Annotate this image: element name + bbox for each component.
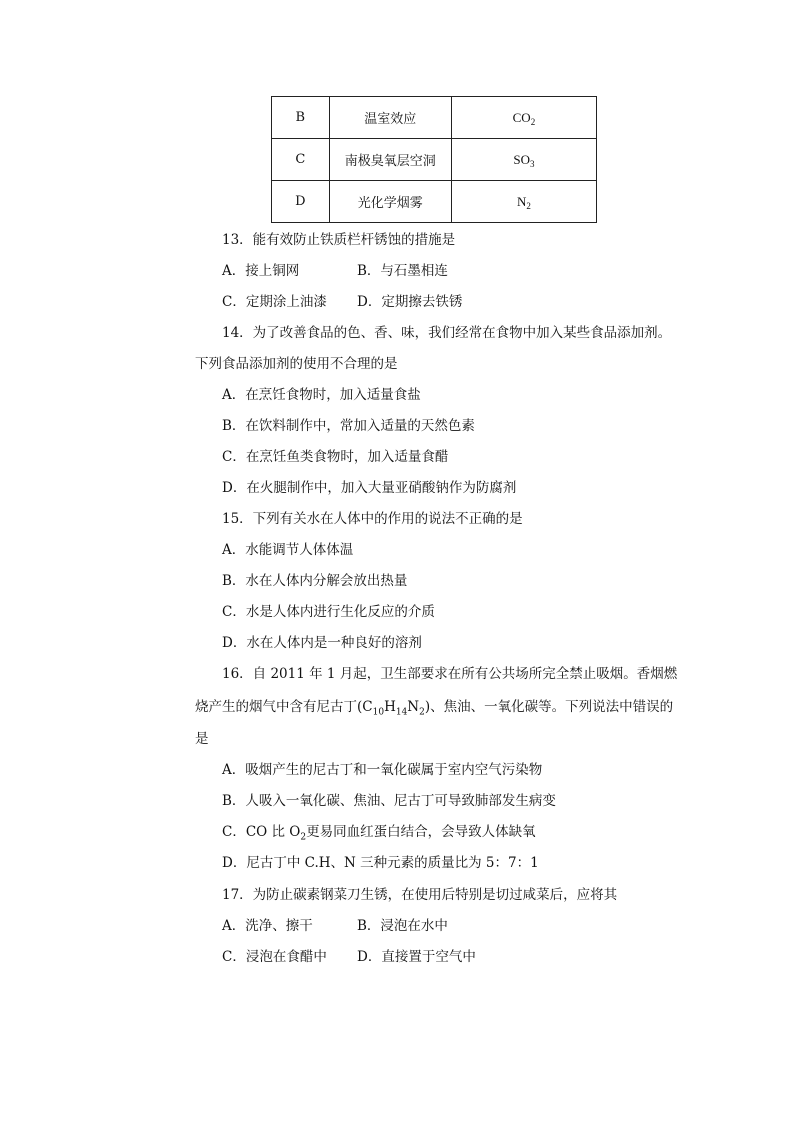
row-problem: 南极臭氧层空洞 xyxy=(329,139,451,181)
row-formula: $N_2$ xyxy=(451,181,596,223)
row-letter: C xyxy=(272,139,330,181)
table-row xyxy=(272,181,597,223)
q16-option-b: B．人吸入一氧化碳、焦油、尼古丁可导致肺部发生病变 xyxy=(222,793,556,809)
q14-option-d: D．在火腿制作中，加入大量亚硝酸钠作为防腐剂 xyxy=(222,480,517,496)
q13-option-d: D．定期擦去铁锈 xyxy=(357,294,463,310)
q14-option-b: B．在饮料制作中，常加入适量的天然色素 xyxy=(222,418,475,434)
table-row xyxy=(272,97,597,139)
q13-stem: 13．能有效防止铁质栏杆锈蚀的措施是 xyxy=(222,232,456,248)
q16-stem-line1: 16．自 2011 年 1 月起，卫生部要求在所有公共场所完全禁止吸烟。香烟燃 xyxy=(222,666,678,682)
q15-option-d: D．水在人体内是一种良好的溶剂 xyxy=(222,635,422,651)
q16-stem-line2: 烧产生的烟气中含有尼古丁$(C_{10}H_{14}N_2)$、焦油、一氧化碳等。下列说法中错误的 xyxy=(195,699,674,718)
q17-stem: 17．为防止碳素钢菜刀生锈，在使用后特别是切过咸菜后，应将其 xyxy=(222,887,618,903)
q17-option-c: C．浸泡在食醋中 xyxy=(222,949,327,965)
q14-option-c: C．在烹饪鱼类食物时，加入适量食醋 xyxy=(222,449,449,465)
q14-stem-line2: 下列食品添加剂的使用不合理的是 xyxy=(195,356,398,372)
q13-option-b: B．与石墨相连 xyxy=(357,263,448,279)
q15-stem: 15．下列有关水在人体中的作用的说法不正确的是 xyxy=(222,511,523,527)
q17-option-b: B．浸泡在水中 xyxy=(357,918,448,934)
q16-option-c: C．CO 比 $O_2$更易同血红蛋白结合，会导致人体缺氧 xyxy=(222,824,536,843)
q16-stem-line3: 是 xyxy=(195,731,209,747)
row-formula: $SO_3$ xyxy=(451,139,596,181)
pollution-table xyxy=(271,96,597,223)
q16-option-a: A．吸烟产生的尼古丁和一氧化碳属于室内空气污染物 xyxy=(222,762,543,778)
q15-option-a: A．水能调节人体体温 xyxy=(222,542,354,558)
row-problem: 光化学烟雾 xyxy=(329,181,451,223)
row-letter: D xyxy=(272,181,330,223)
table-row xyxy=(272,139,597,181)
q15-option-b: B．水在人体内分解会放出热量 xyxy=(222,573,408,589)
row-formula: $CO_2$ xyxy=(451,97,596,139)
q17-option-d: D．直接置于空气中 xyxy=(357,949,476,965)
row-letter: B xyxy=(272,97,330,139)
q13-option-a: A．接上铜网 xyxy=(222,263,300,279)
q17-option-a: A．洗净、擦干 xyxy=(222,918,313,934)
q14-option-a: A．在烹饪食物时，加入适量食盐 xyxy=(222,387,421,403)
q16-option-d: D．尼古丁中 C.H、N 三种元素的质量比为 5：7：1 xyxy=(222,855,539,871)
row-problem: 温室效应 xyxy=(329,97,451,139)
q15-option-c: C．水是人体内进行生化反应的介质 xyxy=(222,604,435,620)
q14-stem-line1: 14．为了改善食品的色、香、味，我们经常在食物中加入某些食品添加剂。 xyxy=(222,325,672,341)
q13-option-c: C．定期涂上油漆 xyxy=(222,294,327,310)
